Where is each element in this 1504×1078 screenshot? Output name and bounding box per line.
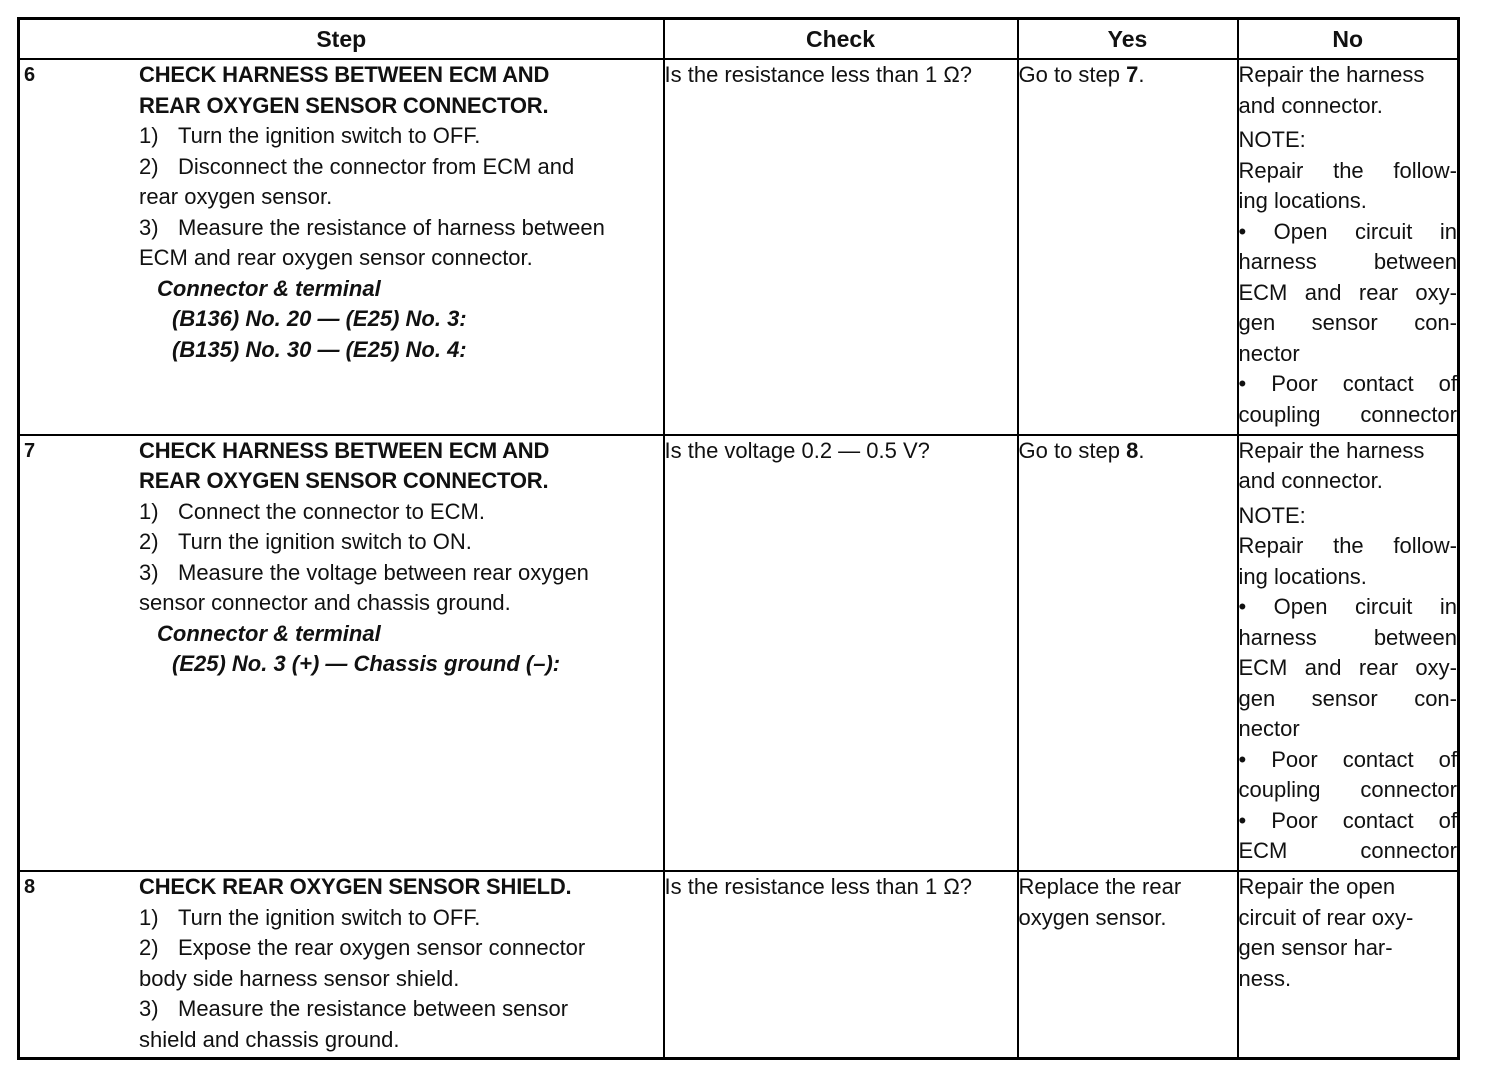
yes-line: Replace the rear <box>1018 874 1182 900</box>
step-title-line: CHECK HARNESS BETWEEN ECM AND <box>139 62 550 87</box>
yes-prefix: Go to step <box>1018 62 1127 87</box>
yes-action <box>1019 436 1237 467</box>
yes-cell <box>1018 59 1238 435</box>
procedure-line <box>139 182 663 213</box>
procedure-text: Expose the rear oxygen sensor connector <box>178 935 586 961</box>
step-title-line: REAR OXYGEN SENSOR CONNECTOR. <box>139 92 549 118</box>
check-cell <box>664 871 1018 1058</box>
note-line: ing locations. <box>1238 563 1367 589</box>
procedure-number: 3) <box>139 559 159 585</box>
step-title-line: CHECK REAR OXYGEN SENSOR SHIELD. <box>139 874 572 900</box>
note-line: Repair the follow- <box>1238 157 1457 183</box>
yes-cell <box>1018 435 1238 872</box>
note-line: • Poor contact of <box>1238 746 1457 772</box>
note-line: ing locations. <box>1238 188 1367 213</box>
procedure-line <box>139 933 663 964</box>
no-line: and connector. <box>1238 468 1383 494</box>
step-cell <box>19 59 664 435</box>
procedure-text: sensor connector and chassis ground. <box>139 590 511 616</box>
procedure-text: Measure the resistance of harness between <box>178 214 605 240</box>
procedure-line <box>139 994 663 1025</box>
check-cell <box>664 435 1018 872</box>
procedure-text: Turn the ignition switch to OFF. <box>178 123 481 148</box>
procedure-text: Measure the resistance between sensor <box>178 996 569 1022</box>
procedure-text: Turn the ignition switch to ON. <box>178 529 472 555</box>
yes-prefix: Go to step <box>1018 437 1127 463</box>
yes-suffix: . <box>1138 437 1145 463</box>
note-line: • Open circuit in <box>1238 218 1457 244</box>
note-line: • Poor contact of <box>1238 371 1457 396</box>
yes-step-ref: 8 <box>1126 437 1139 463</box>
procedure-number: 1) <box>139 123 159 148</box>
diagnostic-table <box>17 17 1460 1060</box>
procedure-line <box>139 527 663 558</box>
procedure-number: 1) <box>139 498 159 524</box>
no-line: and connector. <box>1238 92 1383 118</box>
note-label: NOTE: <box>1238 502 1306 528</box>
procedure-text: Disconnect the connector from ECM and <box>178 153 575 179</box>
note-line: nector <box>1238 716 1300 742</box>
note-line: coupling connector <box>1238 777 1457 803</box>
yes-action <box>1019 60 1237 91</box>
check-question: Is the resistance less than 1 Ω? <box>664 874 972 900</box>
no-line: Repair the harness <box>1238 62 1425 87</box>
step-body <box>139 436 663 680</box>
note-line: ECM and rear oxy- <box>1238 279 1457 305</box>
connector-heading: Connector & terminal <box>157 275 381 301</box>
check-question: Is the resistance less than 1 Ω? <box>664 62 972 87</box>
procedure-number: 2) <box>139 935 159 961</box>
check-cell <box>664 59 1018 435</box>
procedure-text: Measure the voltage between rear oxygen <box>178 559 589 585</box>
note-line: coupling connector <box>1238 401 1457 427</box>
procedure-line <box>139 558 663 589</box>
procedure-text: body side harness sensor shield. <box>139 965 460 991</box>
step-number: 6 <box>24 64 36 86</box>
procedure-text: rear oxygen sensor. <box>139 184 333 209</box>
procedure-line <box>139 152 663 183</box>
no-cell <box>1238 59 1459 435</box>
header-step: Step <box>19 19 664 60</box>
note-line: ECM connector <box>1238 838 1457 864</box>
note-line: Repair the follow- <box>1238 533 1457 559</box>
procedure-number: 3) <box>139 996 159 1022</box>
note-label: NOTE: <box>1238 127 1306 152</box>
procedure-line <box>139 903 663 934</box>
procedure-text: Turn the ignition switch to OFF. <box>178 904 481 930</box>
header-row <box>19 19 1459 60</box>
procedure-number: 2) <box>139 153 159 179</box>
note-line: • Poor contact of <box>1238 807 1457 833</box>
no-line: ness. <box>1238 965 1292 991</box>
connector-heading: Connector & terminal <box>157 620 381 646</box>
note-line: gen sensor con- <box>1238 310 1457 335</box>
procedure-line <box>139 497 663 528</box>
header-yes: Yes <box>1018 19 1238 60</box>
procedure-line <box>139 588 663 619</box>
procedure-line <box>139 1025 663 1056</box>
no-line: Repair the open <box>1238 874 1396 900</box>
table-row <box>19 59 1459 435</box>
step-title-line: CHECK HARNESS BETWEEN ECM AND <box>139 437 550 463</box>
header-no: No <box>1238 19 1459 60</box>
table-row <box>19 435 1459 872</box>
procedure-line <box>139 213 663 244</box>
procedure-text: ECM and rear oxygen sensor connector. <box>139 245 533 270</box>
step-cell <box>19 435 664 872</box>
procedure-line <box>139 121 663 152</box>
no-line: Repair the harness <box>1238 437 1425 463</box>
step-body <box>139 60 663 365</box>
note-line: gen sensor con- <box>1238 685 1457 711</box>
connector-terminal-line: (B136) No. 20 — (E25) No. 3: <box>172 306 467 331</box>
step-number: 8 <box>24 876 36 899</box>
note-line: harness between <box>1238 624 1457 650</box>
note-line: • Open circuit in <box>1238 594 1457 620</box>
yes-line: oxygen sensor. <box>1018 904 1167 930</box>
no-line: gen sensor har- <box>1238 935 1393 961</box>
note-line: ECM and rear oxy- <box>1238 655 1457 681</box>
note-line: harness between <box>1238 249 1457 274</box>
connector-terminal-line: (B135) No. 30 — (E25) No. 4: <box>172 336 467 362</box>
yes-suffix: . <box>1138 62 1145 87</box>
no-cell <box>1238 435 1459 872</box>
step-cell <box>19 871 664 1058</box>
header-check: Check <box>664 19 1018 60</box>
procedure-number: 3) <box>139 214 159 240</box>
connector-terminal-line: (E25) No. 3 (+) — Chassis ground (–): <box>172 651 561 677</box>
no-cell <box>1238 871 1459 1058</box>
yes-step-ref: 7 <box>1126 62 1139 87</box>
procedure-number: 1) <box>139 904 159 930</box>
check-question: Is the voltage 0.2 — 0.5 V? <box>664 437 930 463</box>
procedure-number: 2) <box>139 529 159 555</box>
procedure-line <box>139 964 663 995</box>
table-body <box>19 59 1459 1059</box>
table-row <box>19 871 1459 1058</box>
step-title-line: REAR OXYGEN SENSOR CONNECTOR. <box>139 468 549 494</box>
step-number: 7 <box>24 439 36 462</box>
no-line: circuit of rear oxy- <box>1238 904 1414 930</box>
procedure-text: shield and chassis ground. <box>139 1026 400 1052</box>
yes-cell <box>1018 871 1238 1058</box>
procedure-text: Connect the connector to ECM. <box>178 498 485 524</box>
procedure-line <box>139 243 663 274</box>
step-body <box>139 872 663 1055</box>
note-line: nector <box>1238 340 1300 366</box>
